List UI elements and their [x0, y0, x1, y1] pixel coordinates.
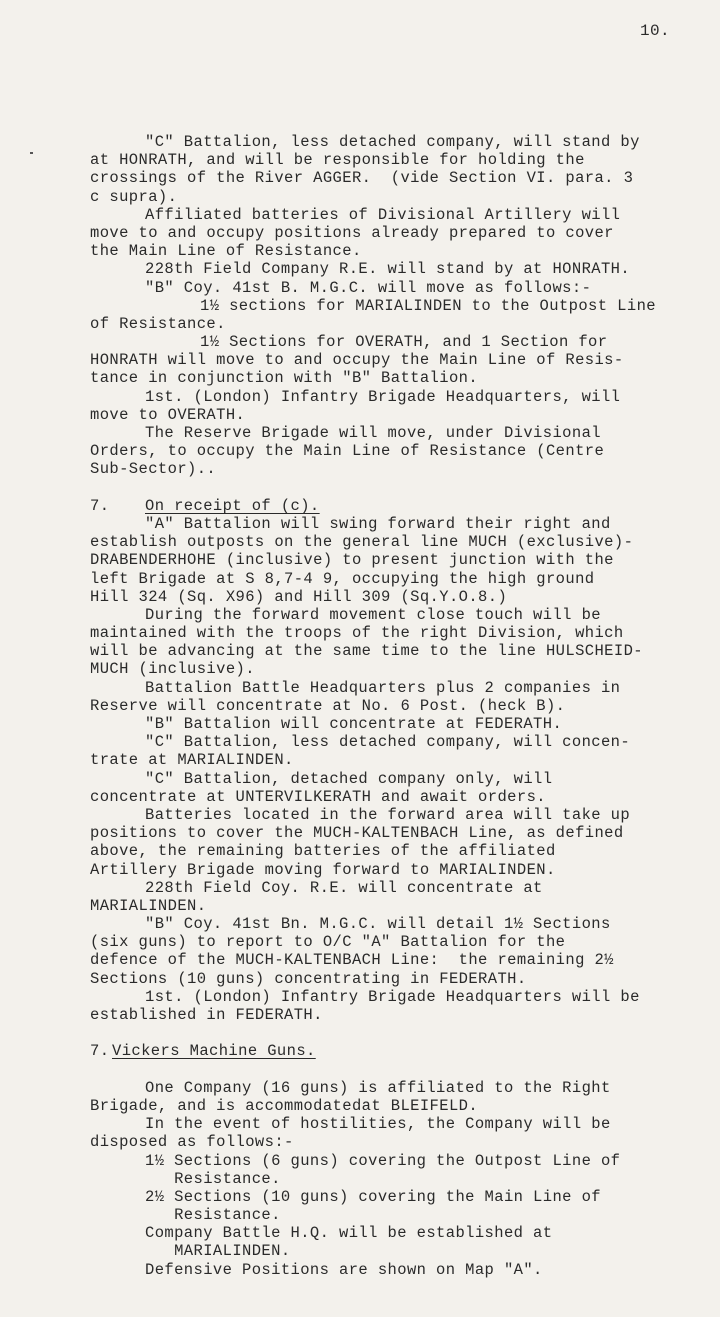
- text-line: (six guns) to report to O/C "A" Battalion for the: [90, 933, 566, 952]
- text-line: left Brigade at S 8,7-4 9, occupying the high ground: [90, 569, 595, 588]
- document-body: [90, 133, 715, 1279]
- text-line: Hill 324 (Sq. X96) and Hill 309 (Sq.Y.O.8.): [90, 587, 508, 606]
- section-title: On receipt of (c).: [145, 496, 320, 515]
- section-number: 7.: [90, 496, 110, 515]
- text-line: Batteries located in the forward area will take up: [145, 805, 631, 824]
- text-line: disposed as follows:-: [90, 1133, 294, 1152]
- text-line: concentrate at UNTERVILKERATH and await orders.: [90, 787, 546, 806]
- text-line: 2½ Sections (10 guns) covering the Main Line of: [145, 1187, 601, 1206]
- text-line: Sections (10 guns) concentrating in FEDERATH.: [90, 969, 527, 988]
- page-number: 10.: [640, 22, 671, 40]
- text-line: MARIALINDEN.: [145, 1242, 291, 1261]
- text-line: HONRATH will move to and occupy the Main Line of Resis-: [90, 351, 624, 370]
- text-line: Company Battle H.Q. will be established at: [145, 1224, 553, 1243]
- text-line: 228th Field Coy. R.E. will concentrate at: [145, 878, 543, 897]
- text-line: 1st. (London) Infantry Brigade Headquarters will be: [145, 987, 640, 1006]
- text-line: "C" Battalion, less detached company, will stand by: [145, 133, 640, 151]
- text-line: "B" Coy. 41st B. M.G.C. will move as follows:-: [145, 278, 592, 297]
- text-line: The Reserve Brigade will move, under Divisional: [145, 424, 601, 442]
- text-line: Defensive Positions are shown on Map "A".: [145, 1260, 543, 1279]
- orders-block-stand-by: [90, 133, 715, 479]
- text-line: During the forward movement close touch will be: [145, 605, 601, 624]
- text-line: maintained with the troops of the right Division, which: [90, 624, 624, 643]
- text-line: Brigade, and is accommodatedat BLEIFELD.: [90, 1096, 479, 1115]
- section-heading-receipt: [90, 497, 715, 515]
- margin-mark: [30, 152, 33, 154]
- text-line: c supra).: [90, 187, 178, 206]
- paragraph-gap: [90, 1024, 715, 1042]
- text-line: established in FEDERATH.: [90, 1006, 323, 1024]
- text-line: "C" Battalion, detached company only, will: [145, 769, 553, 788]
- text-line: Sub-Sector)..: [90, 460, 217, 479]
- text-line: Reserve will concentrate at No. 6 Post. (heck B).: [90, 696, 566, 715]
- text-line: "B" Coy. 41st Bn. M.G.C. will detail 1½ Sections: [145, 915, 611, 934]
- text-line: move to and occupy positions already prepared to cover: [90, 223, 614, 242]
- text-line: 1½ sections for MARIALINDEN to the Outpost Line: [200, 296, 656, 315]
- text-line: above, the remaining batteries of the affiliated: [90, 842, 556, 861]
- text-line: establish outposts on the general line MUCH (exclusive)-: [90, 533, 634, 552]
- text-line: Artillery Brigade moving forward to MARIALINDEN.: [90, 860, 556, 879]
- text-line: defence of the MUCH-KALTENBACH Line: the remaining 2½: [90, 951, 614, 970]
- text-line: Orders, to occupy the Main Line of Resistance (Centre: [90, 442, 605, 461]
- text-line: trate at MARIALINDEN.: [90, 751, 294, 770]
- text-line: of Resistance.: [90, 314, 226, 333]
- text-line: 228th Field Company R.E. will stand by at HONRATH.: [145, 260, 631, 279]
- text-line: Affiliated batteries of Divisional Artillery will: [145, 205, 621, 224]
- orders-block-receipt: [90, 515, 715, 1024]
- text-line: the Main Line of Resistance.: [90, 242, 362, 261]
- text-line: 1st. (London) Infantry Brigade Headquarters, will: [145, 387, 621, 406]
- text-line: 1½ Sections for OVERATH, and 1 Section for: [200, 333, 608, 352]
- orders-block-vickers: [90, 1079, 715, 1279]
- section-heading-vickers: [90, 1042, 715, 1060]
- text-line: DRABENDERHOHE (inclusive) to present junction with the: [90, 551, 614, 570]
- text-line: Resistance.: [145, 1169, 281, 1188]
- text-line: MARIALINDEN.: [90, 896, 207, 915]
- section-number: 7.: [90, 1042, 110, 1061]
- text-line: positions to cover the MUCH-KALTENBACH Line, as defined: [90, 824, 624, 843]
- text-line: tance in conjunction with "B" Battalion.: [90, 369, 479, 388]
- text-line: "C" Battalion, less detached company, will concen-: [145, 733, 631, 752]
- text-line: crossings of the River AGGER. (vide Section VI. para. 3: [90, 169, 634, 188]
- text-line: at HONRATH, and will be responsible for holding the: [90, 151, 585, 170]
- paragraph-gap: [90, 1061, 715, 1079]
- text-line: move to OVERATH.: [90, 405, 246, 424]
- text-line: 1½ Sections (6 guns) covering the Outpost Line of: [145, 1151, 621, 1170]
- paragraph-gap: [90, 479, 715, 497]
- text-line: will be advancing at the same time to the line HULSCHEID-: [90, 642, 643, 661]
- text-line: "B" Battalion will concentrate at FEDERATH.: [145, 715, 563, 733]
- text-line: MUCH (inclusive).: [90, 660, 255, 679]
- text-line: "A" Battalion will swing forward their right and: [145, 514, 611, 533]
- text-line: In the event of hostilities, the Company will be: [145, 1115, 611, 1134]
- section-title: Vickers Machine Guns.: [112, 1042, 316, 1061]
- text-line: Battalion Battle Headquarters plus 2 companies in: [145, 678, 621, 697]
- text-line: Resistance.: [145, 1206, 281, 1225]
- text-line: One Company (16 guns) is affiliated to the Right: [145, 1078, 611, 1097]
